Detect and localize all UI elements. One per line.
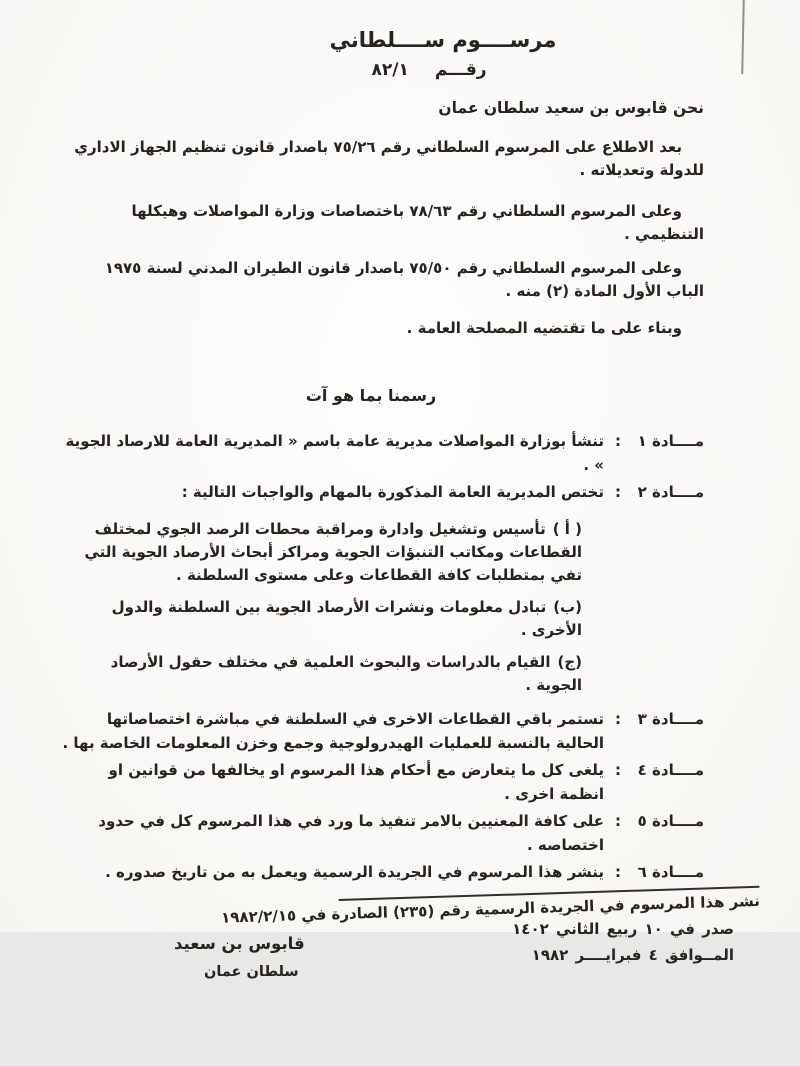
decree-footer (62, 916, 734, 1066)
article-3-label: مــــادة ٣ (637, 709, 704, 728)
enactment-clause: رسمنا بما هو آت (305, 385, 437, 405)
article-5-label: مــــادة ٥ (637, 811, 704, 830)
article-5-separator: : (615, 811, 621, 830)
article-4-label: مــــادة ٤ (637, 760, 704, 779)
article-4-separator: : (615, 760, 621, 779)
article-1 (62, 429, 704, 477)
article-2-item-b (62, 596, 582, 642)
article-6 (62, 860, 704, 884)
recital-2: وعلى المرسوم السلطاني رقم ٧٨/٦٣ باختصاصات وزارة المواصلات وهيكلها التنظيمي . (131, 202, 704, 243)
decree-title: مرســــوم ســــلطاني (329, 28, 557, 52)
article-6-separator: : (615, 862, 621, 881)
item-a-marker: ( أ ) (552, 519, 582, 538)
issue-date-gregorian: المــوافق ٤ فبرايــــر ١٩٨٢ (531, 945, 734, 964)
decree-header (122, 26, 764, 83)
item-b-marker: (ب) (553, 597, 582, 616)
article-3-text: تستمر باقي القطاعات الاخرى في السلطنة في مباشرة اختصاصاتها الحالية بالنسبة للعمليات الهيدرولوجية وجمع وخزن المعلومات الخاصة بها . (62, 709, 604, 752)
item-c-marker: (ج) (557, 652, 582, 671)
item-a-text: تأسيس وتشغيل وادارة ومراقبة محطات الرصد الجوي لمختلف القطاعات ومكاتب التنبؤات الجوية ومراكز أبحاث الأرصاد الجوية التي تفي بمتطلبات كافة القطاعات وعلى مستوى السلطنة . (84, 519, 582, 584)
item-c-text: القيام بالدراسات والبحوث العلمية في مختلف حقول الأرصاد الجوية . (110, 652, 582, 694)
article-2-item-c (62, 651, 582, 697)
article-6-label: مــــادة ٦ (637, 862, 704, 881)
issue-date-hijri: صدر في ١٠ ربيع الثاني ١٤٠٢ (512, 919, 734, 938)
article-6-text: ينشر هذا المرسوم في الجريدة الرسمية ويعمل به من تاريخ صدوره . (105, 862, 604, 881)
recital-1: بعد الاطلاع على المرسوم السلطاني رقم ٧٥/٢٦ باصدار قانون تنظيم الجهاز الاداري للدولة وتعديلاته . (74, 138, 704, 179)
recital-4: وبناء على ما تقتضيه المصلحة العامة . (406, 319, 682, 337)
signature-name: قابوس بن سعيد (174, 933, 305, 953)
article-2 (62, 480, 704, 504)
article-2-item-a (62, 518, 582, 587)
article-3-separator: : (615, 709, 621, 728)
decree-number-value: ٨٢/١ (371, 60, 409, 80)
article-5-text: على كافة المعنيين بالامر تنفيذ ما ورد في هذا المرسوم كل في حدود اختصاصه . (98, 811, 604, 854)
article-2-separator: : (615, 482, 621, 501)
article-3 (62, 707, 704, 755)
signature-block (174, 932, 305, 983)
article-2-label: مــــادة ٢ (637, 482, 704, 501)
signature-title: سلطان عمان (204, 963, 299, 980)
recital-3: وعلى المرسوم السلطاني رقم ٧٥/٥٠ باصدار قانون الطيران المدني لسنة ١٩٧٥ الباب الأول المادة (٢) منه . (104, 259, 704, 300)
article-5 (62, 809, 704, 857)
decree-number (108, 57, 750, 83)
articles-section (62, 429, 704, 884)
article-4-text: يلغى كل ما يتعارض مع أحكام هذا المرسوم او يخالفها من قوانين او انظمة اخرى . (108, 760, 604, 803)
decree-number-label: رقـــم (434, 60, 487, 80)
article-2-text: تختص المديرية العامة المذكورة بالمهام والواجبات التالية : (181, 482, 604, 501)
publication-note-text: نشر هذا المرسوم في الجريدة الرسمية رقم (٢٣٥) الصادرة في ١٩٨٢/٢/١٥ (220, 891, 761, 927)
sovereign-line: نحن قابوس بن سعيد سلطان عمان (438, 99, 704, 117)
article-4 (62, 758, 704, 806)
article-1-text: تنشأ بوزارة المواصلات مديرية عامة باسم « المديرية العامة للارصاد الجوية » . (65, 431, 604, 474)
article-1-label: مــــادة ١ (637, 431, 704, 450)
item-b-text: تبادل معلومات ونشرات الأرصاد الجوية بين السلطنة والدول الأخرى . (111, 597, 582, 639)
article-1-separator: : (615, 431, 621, 450)
article-2-items (62, 518, 704, 697)
issue-dates (512, 916, 734, 968)
